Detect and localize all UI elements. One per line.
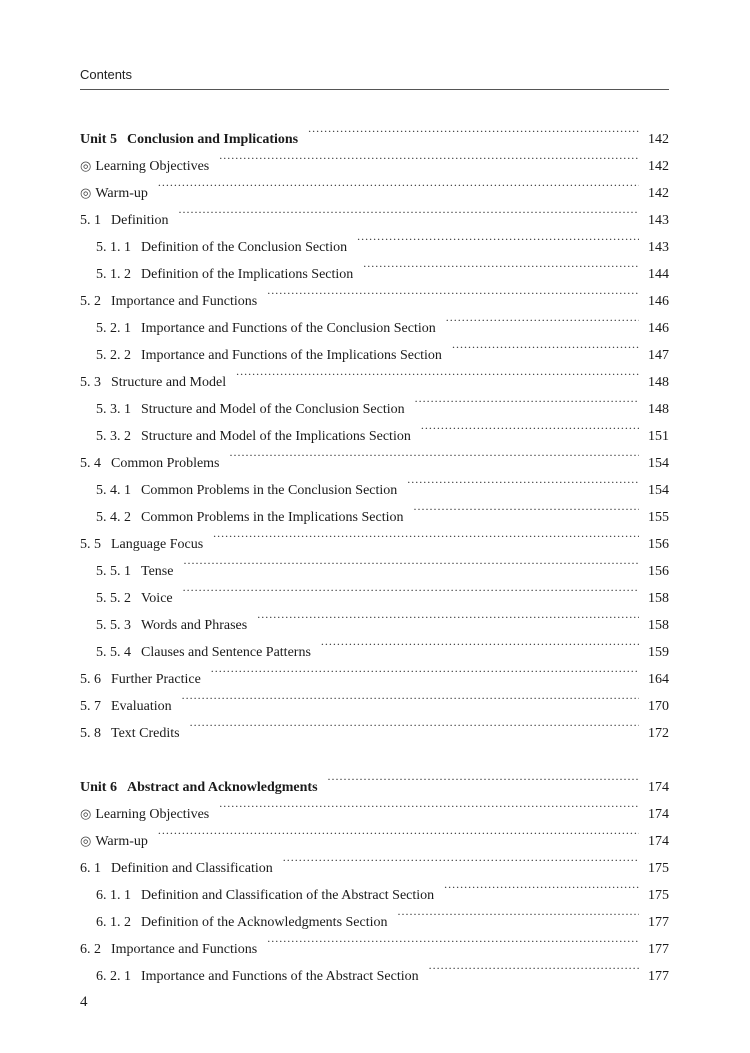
dot-leader [183,575,639,602]
dot-leader [211,656,639,683]
dot-leader [219,143,639,170]
toc-entry-page: 142 [648,186,669,201]
toc-entry-page: 164 [648,672,669,687]
toc-entry-number: 5. 5. 3 [96,618,131,633]
toc-entry-title: Voice [141,591,173,606]
dot-leader [415,386,639,413]
toc-entry-page: 158 [648,591,669,606]
dot-leader [179,197,639,224]
dot-leader [230,440,639,467]
toc-entry-number: 5. 5. 4 [96,645,131,660]
toc-entry-title: Clauses and Sentence Patterns [141,645,311,660]
toc-entry-page: 144 [648,267,669,282]
toc-entry-page: 172 [648,726,669,741]
toc-entry-page: 175 [648,888,669,903]
dot-leader [413,494,639,521]
toc-entry-number: 5. 1. 2 [96,267,131,282]
toc-entry-title: Tense [141,564,174,579]
circle-bullet-icon: ◎ [80,158,92,173]
toc-entry-title: Text Credits [111,726,180,741]
toc-entry-number: 5. 5 [80,537,101,552]
toc-entry-page: 177 [648,969,669,984]
toc-entry-bullet [80,818,669,849]
toc-entry-page: 177 [648,942,669,957]
toc-entry-number: 5. 1 [80,213,101,228]
toc-entry-unit [80,116,669,147]
toc-entry-title: Structure and Model [111,375,227,390]
toc-entry-page: 170 [648,699,669,714]
toc-entry-page: 174 [648,780,669,795]
toc-entry-title: Definition [111,213,169,228]
dot-leader [283,845,639,872]
toc-entry-page: 158 [648,618,669,633]
toc-entry-number: 5. 1. 1 [96,240,131,255]
toc-entry-title: Importance and Functions [111,942,258,957]
toc-entry-page: 156 [648,564,669,579]
toc-entry-page: 151 [648,429,669,444]
toc-entry-page: 155 [648,510,669,525]
page-number: 4 [80,994,88,1010]
dot-leader [158,818,639,845]
toc-entry-page: 156 [648,537,669,552]
dot-leader [398,899,639,926]
toc-entry-title: Importance and Functions of the Conclusion Section [141,321,436,336]
dot-leader [183,548,639,575]
toc-entry-number: 6. 1. 1 [96,888,131,903]
dot-leader [267,278,639,305]
dot-leader [236,359,639,386]
toc-entry-section [80,197,669,228]
toc-entry-number: 5. 7 [80,699,101,714]
toc-entry-page: 142 [648,159,669,174]
toc-entry-number: Unit 5 [80,132,117,147]
toc-entry-title: Definition and Classification [111,861,273,876]
toc-entry-title: Conclusion and Implications [126,132,299,147]
toc-entry-page: 147 [648,348,669,363]
toc-entry-number: 5. 4. 2 [96,510,131,525]
dot-leader [363,251,639,278]
dot-leader [182,683,639,710]
toc-entry-title: Importance and Functions of the Implications Section [141,348,442,363]
toc-entry-title: Words and Phrases [141,618,248,633]
toc-entry-page: 146 [648,321,669,336]
toc-entry-number: 5. 2. 2 [96,348,131,363]
dot-leader [446,305,639,332]
toc-entry-title: Definition of the Conclusion Section [141,240,348,255]
toc-entry-title: Definition and Classification of the Abstract Section [141,888,435,903]
toc-entry-page: 146 [648,294,669,309]
toc-entry-number: 6. 2 [80,942,101,957]
toc-entry-page: 175 [648,861,669,876]
toc-entry-title: Common Problems [111,456,220,471]
toc-entry-title: Definition of the Implications Section [141,267,354,282]
dot-leader [321,629,639,656]
toc-entry-title: Definition of the Acknowledgments Section [141,915,388,930]
dot-leader [267,926,639,953]
toc-entry-title: Evaluation [111,699,172,714]
dot-leader [158,170,639,197]
toc-entry-title: Structure and Model of the Implications Section [141,429,411,444]
toc-entry-title: Learning Objectives [95,159,210,174]
toc-entry-page: 174 [648,807,669,822]
toc-entry-title: Common Problems in the Conclusion Section [141,483,398,498]
circle-bullet-icon: ◎ [80,833,92,848]
toc-entry-number: 5. 2. 1 [96,321,131,336]
toc-entry-page: 142 [648,132,669,147]
running-header: Contents [80,67,133,82]
toc-entry-number: 5. 3. 1 [96,402,131,417]
dot-leader [357,224,639,251]
toc-entry-title: Further Practice [111,672,201,687]
toc-entry-number: 5. 4. 1 [96,483,131,498]
toc-entry-number: 6. 1 [80,861,101,876]
circle-bullet-icon: ◎ [80,806,92,821]
toc-entry-page: 143 [648,213,669,228]
toc-entry-number: 5. 5. 2 [96,591,131,606]
toc-entry-page: 148 [648,375,669,390]
toc-entry-page: 159 [648,645,669,660]
toc-entry-page: 174 [648,834,669,849]
table-of-contents [80,116,669,984]
dot-leader [429,953,639,980]
toc-entry-number: 5. 3 [80,375,101,390]
toc-entry-number: Unit 6 [80,780,117,795]
toc-entry-title: Warm-up [95,186,148,201]
header-divider [80,89,669,90]
toc-entry-page: 154 [648,483,669,498]
toc-entry-number: 5. 8 [80,726,101,741]
dot-leader [213,521,639,548]
toc-entry-title: Abstract and Acknowledgments [126,780,318,795]
toc-entry-section [80,845,669,876]
toc-entry-title: Learning Objectives [95,807,210,822]
toc-entry-page: 148 [648,402,669,417]
toc-entry-number: 5. 3. 2 [96,429,131,444]
toc-entry-number: 5. 4 [80,456,101,471]
toc-entry-number: 6. 1. 2 [96,915,131,930]
toc-entry-title: Importance and Functions [111,294,258,309]
dot-leader [407,467,639,494]
toc-entry-page: 143 [648,240,669,255]
toc-entry-number: 5. 5. 1 [96,564,131,579]
toc-entry-title: Importance and Functions of the Abstract Section [141,969,419,984]
dot-leader [257,602,639,629]
dot-leader [190,710,639,737]
toc-entry-title: Common Problems in the Implications Section [141,510,404,525]
circle-bullet-icon: ◎ [80,185,92,200]
dot-leader [308,116,639,143]
dot-leader [421,413,639,440]
toc-entry-title: Language Focus [111,537,204,552]
toc-entry-number: 5. 6 [80,672,101,687]
toc-entry-title: Structure and Model of the Conclusion Section [141,402,405,417]
toc-entry-unit [80,764,669,795]
toc-entry-page: 154 [648,456,669,471]
dot-leader [219,791,639,818]
toc-entry-number: 6. 2. 1 [96,969,131,984]
toc-entry-number: 5. 2 [80,294,101,309]
dot-leader [444,872,639,899]
toc-entry-bullet [80,170,669,201]
toc-entry-title: Warm-up [95,834,148,849]
dot-leader [328,764,639,791]
toc-entry-page: 177 [648,915,669,930]
dot-leader [452,332,639,359]
